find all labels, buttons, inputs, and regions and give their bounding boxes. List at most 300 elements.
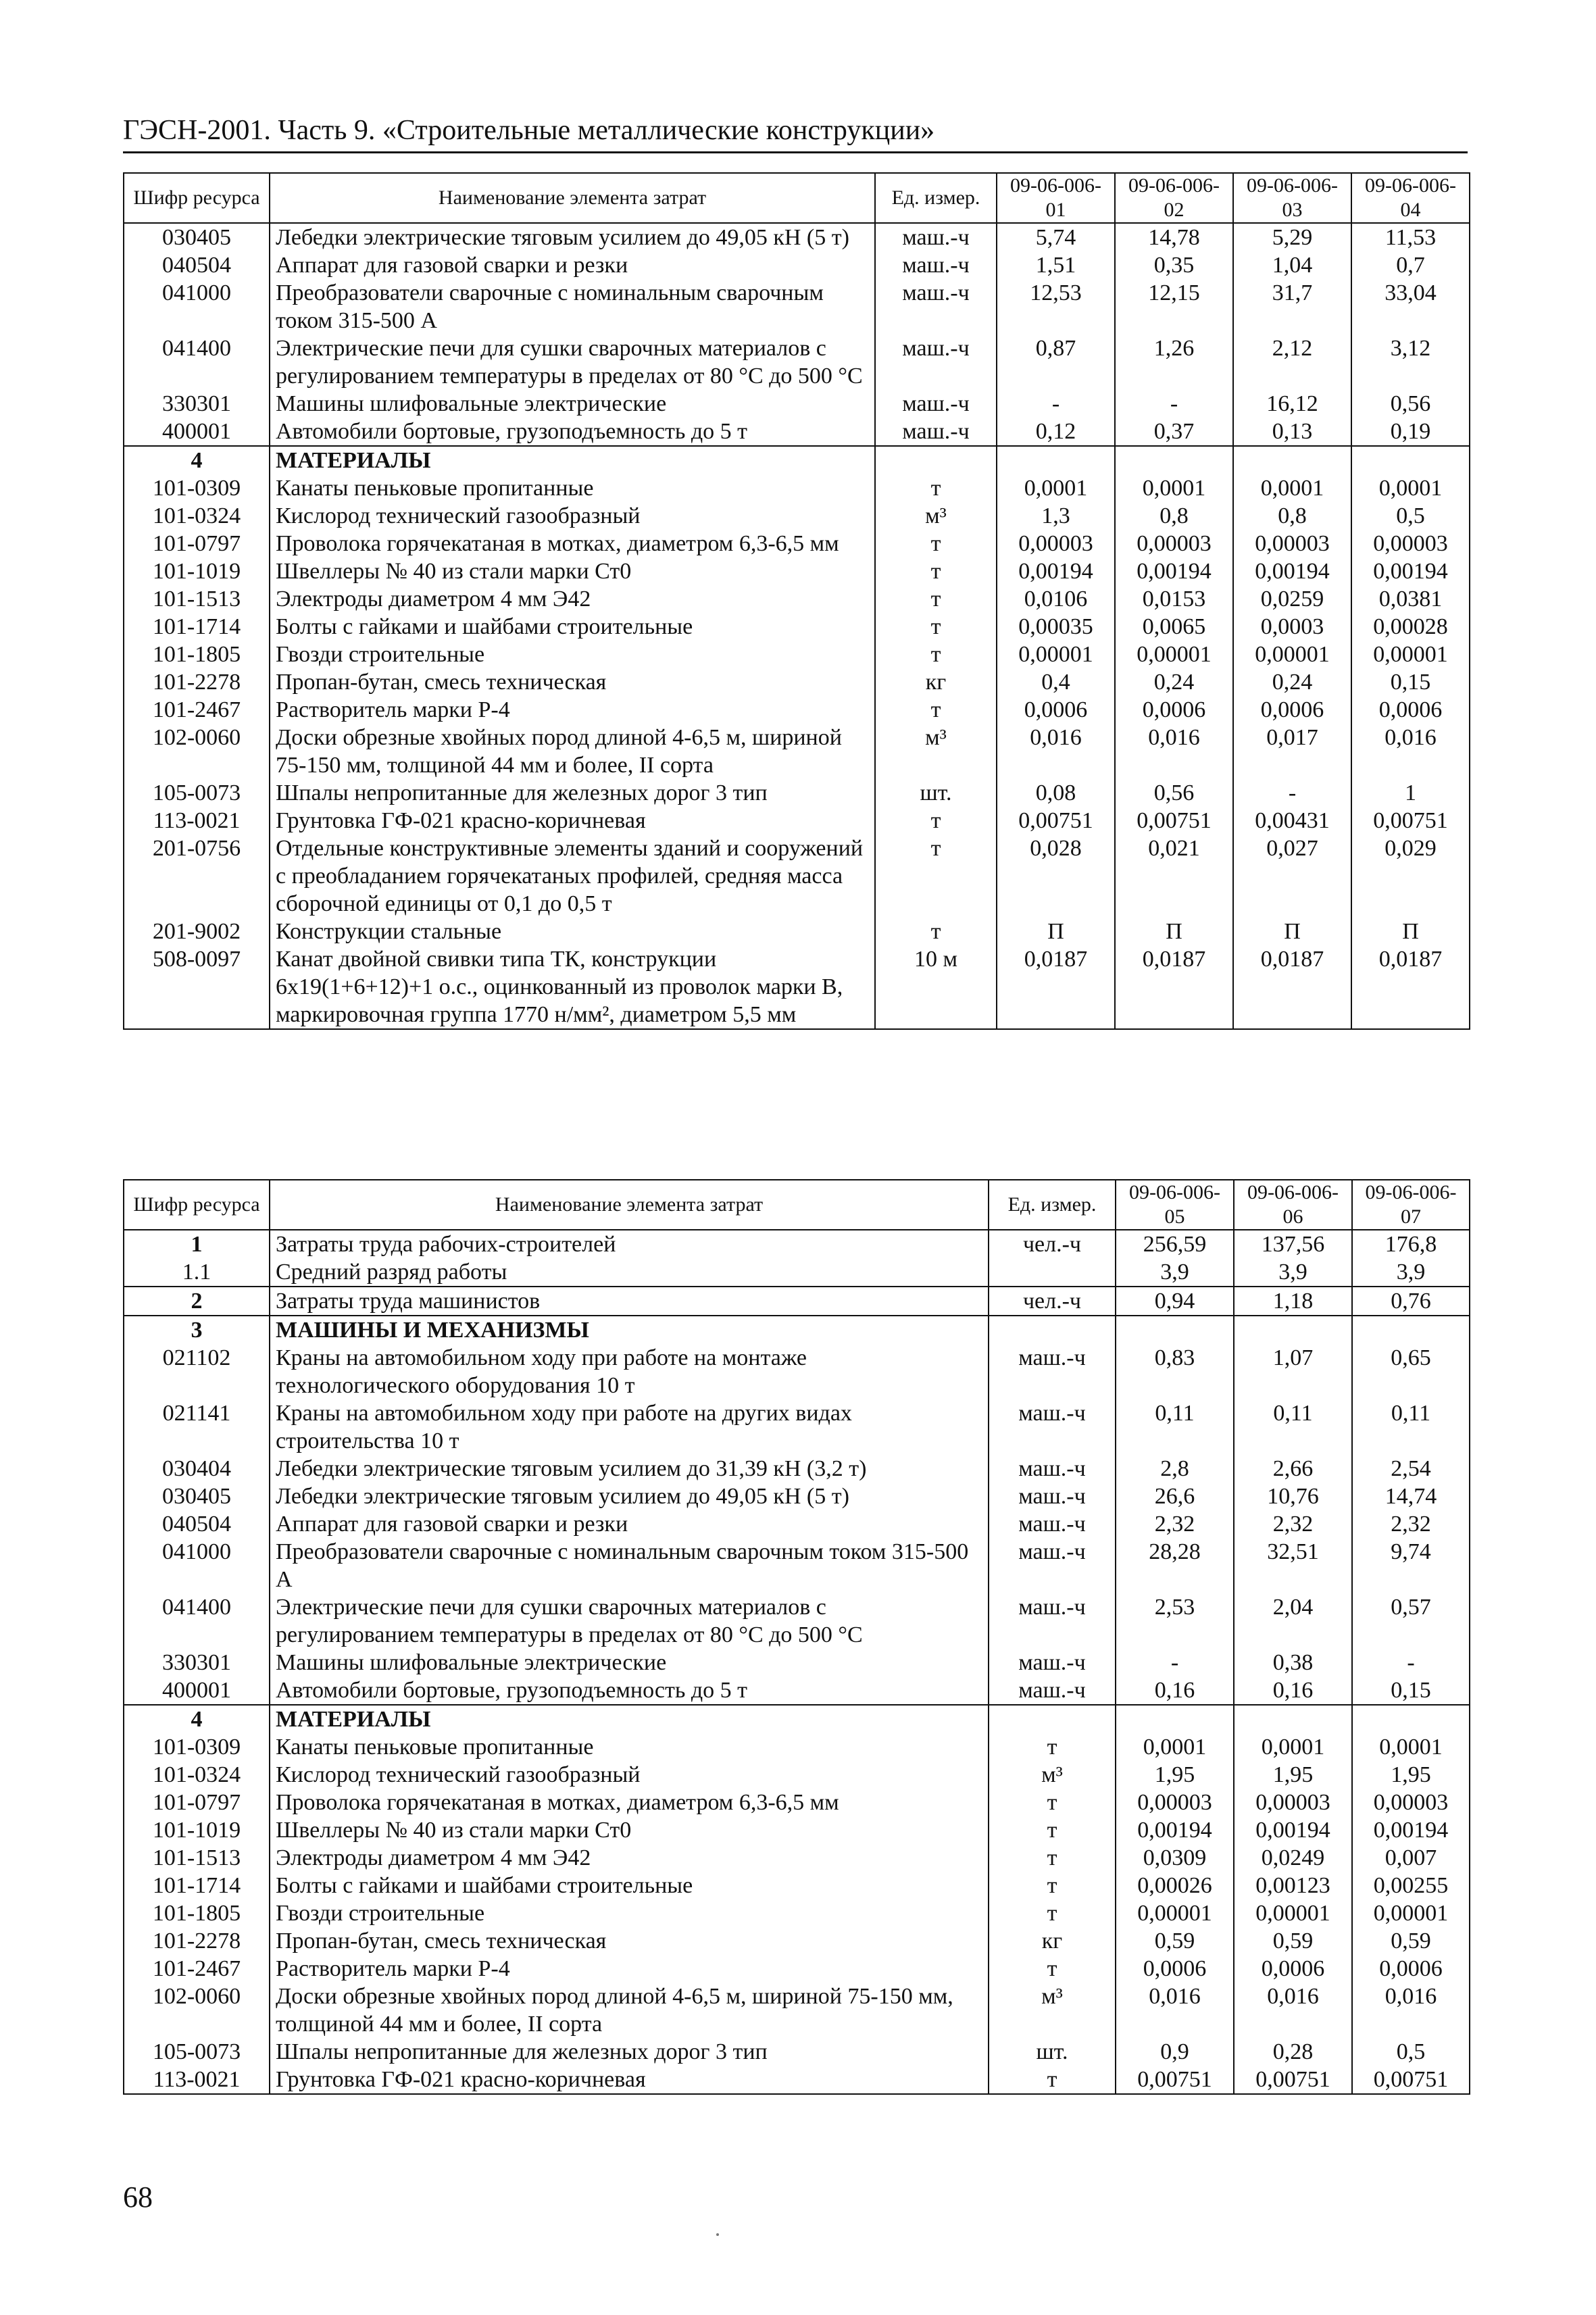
norm-value: 0,0006 bbox=[1115, 696, 1233, 724]
norm-value: 0,027 bbox=[1233, 835, 1351, 918]
norm-value: 2,53 bbox=[1116, 1593, 1234, 1649]
norm-value: 0,38 bbox=[1234, 1649, 1352, 1676]
unit: т bbox=[989, 1789, 1116, 1816]
unit: т bbox=[989, 1872, 1116, 1899]
resource-name: Лебедки электрические тяговым усилием до 31,39 кН (3,2 т) bbox=[270, 1455, 989, 1483]
resource-code: 400001 bbox=[124, 1676, 270, 1705]
norm-value: 0,35 bbox=[1115, 251, 1233, 279]
norm-value: 0,00751 bbox=[1116, 2066, 1234, 2094]
norm-value: 0,017 bbox=[1233, 724, 1351, 779]
norm-value: 0,00001 bbox=[1351, 641, 1470, 668]
table-row bbox=[124, 945, 1470, 1029]
column-header: 09-06-006-03 bbox=[1233, 173, 1351, 223]
resource-name: Краны на автомобильном ходу при работе на монтаже технологического оборудования 10 т bbox=[270, 1344, 989, 1399]
unit: маш.-ч bbox=[875, 251, 997, 279]
resource-code: 030405 bbox=[124, 1483, 270, 1510]
unit: маш.-ч bbox=[875, 390, 997, 418]
resource-code: 2 bbox=[124, 1287, 270, 1316]
resource-name: Гвозди строительные bbox=[270, 641, 875, 668]
resource-name: Проволока горячекатаная в мотках, диаметром 6,3-6,5 мм bbox=[270, 1789, 989, 1816]
resource-code: 041400 bbox=[124, 334, 270, 390]
norm-value: 0,56 bbox=[1115, 779, 1233, 807]
norm-value bbox=[1233, 446, 1351, 474]
unit: м³ bbox=[875, 502, 997, 530]
norm-value: 14,78 bbox=[1115, 223, 1233, 251]
norm-value: 2,12 bbox=[1233, 334, 1351, 390]
norm-value: 0,021 bbox=[1115, 835, 1233, 918]
unit: м³ bbox=[989, 1761, 1116, 1789]
resource-name: Преобразователи сварочные с номинальным сварочным током 315-500 А bbox=[270, 279, 875, 334]
resource-code: 041000 bbox=[124, 1538, 270, 1593]
norm-value: 0,0001 bbox=[1233, 474, 1351, 502]
norm-value: 0,016 bbox=[1115, 724, 1233, 779]
norm-value: 5,74 bbox=[997, 223, 1115, 251]
resource-name: Канаты пеньковые пропитанные bbox=[270, 1733, 989, 1761]
resource-name: Кислород технический газообразный bbox=[270, 1761, 989, 1789]
resource-name: Электрические печи для сушки сварочных материалов с регулированием температуры в пределах от 80 °С до 500 °С bbox=[270, 1593, 989, 1649]
table-row bbox=[124, 613, 1470, 641]
norm-value: 26,6 bbox=[1116, 1483, 1234, 1510]
norm-value: 0,0259 bbox=[1233, 585, 1351, 613]
table-row bbox=[124, 1761, 1470, 1789]
page-header: ГЭСН-2001. Часть 9. «Строительные металлические конструкции» bbox=[123, 114, 1468, 153]
norm-value: 0,0001 bbox=[1116, 1733, 1234, 1761]
norm-value: 0,00001 bbox=[997, 641, 1115, 668]
norm-value: 0,11 bbox=[1234, 1399, 1352, 1455]
resource-name: Электроды диаметром 4 мм Э42 bbox=[270, 1844, 989, 1872]
table-header-row bbox=[124, 173, 1470, 223]
norm-value: 0,00194 bbox=[1116, 1816, 1234, 1844]
norm-value: 0,0006 bbox=[1233, 696, 1351, 724]
norm-value: 2,32 bbox=[1352, 1510, 1470, 1538]
norm-value: 0,11 bbox=[1116, 1399, 1234, 1455]
column-header: 09-06-006-07 bbox=[1352, 1180, 1470, 1230]
column-header: 09-06-006-05 bbox=[1116, 1180, 1234, 1230]
unit: маш.-ч bbox=[875, 334, 997, 390]
resource-code: 113-0021 bbox=[124, 2066, 270, 2094]
unit: маш.-ч bbox=[989, 1455, 1116, 1483]
norm-value: 0,0187 bbox=[1115, 945, 1233, 1029]
unit: маш.-ч bbox=[989, 1399, 1116, 1455]
norm-value: 0,0249 bbox=[1234, 1844, 1352, 1872]
table-row bbox=[124, 1483, 1470, 1510]
resource-name: Кислород технический газообразный bbox=[270, 502, 875, 530]
resource-name: Растворитель марки Р-4 bbox=[270, 1955, 989, 1983]
resource-name: Конструкции стальные bbox=[270, 918, 875, 945]
table-row bbox=[124, 1816, 1470, 1844]
norm-value: 0,00001 bbox=[1352, 1899, 1470, 1927]
table-row bbox=[124, 1899, 1470, 1927]
norm-value: 0,00001 bbox=[1115, 641, 1233, 668]
table-header-row bbox=[124, 1180, 1470, 1230]
resource-name: Электроды диаметром 4 мм Э42 bbox=[270, 585, 875, 613]
table-row bbox=[124, 779, 1470, 807]
norm-value: П bbox=[1233, 918, 1351, 945]
resource-name: Автомобили бортовые, грузоподъемность до 5 т bbox=[270, 418, 875, 446]
norm-value: П bbox=[1115, 918, 1233, 945]
norm-value: 1,95 bbox=[1234, 1761, 1352, 1789]
resource-code: 400001 bbox=[124, 418, 270, 446]
norm-value: 0,00001 bbox=[1233, 641, 1351, 668]
norm-value: 0,029 bbox=[1351, 835, 1470, 918]
norm-value: 0,28 bbox=[1234, 2038, 1352, 2066]
norm-value: 0,00003 bbox=[1352, 1789, 1470, 1816]
page-number: 68 bbox=[123, 2181, 153, 2214]
norm-value: 28,28 bbox=[1116, 1538, 1234, 1593]
norm-value: 0,15 bbox=[1351, 668, 1470, 696]
table-row bbox=[124, 696, 1470, 724]
table-row bbox=[124, 1676, 1470, 1705]
resource-code: 041000 bbox=[124, 279, 270, 334]
norm-value: 176,8 bbox=[1352, 1230, 1470, 1258]
resource-code: 101-1805 bbox=[124, 1899, 270, 1927]
norm-value: 0,11 bbox=[1352, 1399, 1470, 1455]
norm-value: 0,00751 bbox=[1352, 2066, 1470, 2094]
norm-value: 2,54 bbox=[1352, 1455, 1470, 1483]
norm-value: 32,51 bbox=[1234, 1538, 1352, 1593]
resource-code: 102-0060 bbox=[124, 1983, 270, 2038]
norm-value bbox=[1234, 1705, 1352, 1733]
unit: т bbox=[989, 1955, 1116, 1983]
unit: т bbox=[875, 641, 997, 668]
unit: кг bbox=[875, 668, 997, 696]
norm-value: 2,66 bbox=[1234, 1455, 1352, 1483]
norm-value: 0,16 bbox=[1116, 1676, 1234, 1705]
resource-name: Грунтовка ГФ-021 красно-коричневая bbox=[270, 807, 875, 835]
norm-value: 12,15 bbox=[1115, 279, 1233, 334]
norm-value: 0,00003 bbox=[1116, 1789, 1234, 1816]
norm-value: 0,0381 bbox=[1351, 585, 1470, 613]
norm-value: 0,016 bbox=[1116, 1983, 1234, 2038]
resource-code: 1 bbox=[124, 1230, 270, 1258]
unit: чел.-ч bbox=[989, 1230, 1116, 1258]
norm-value: 0,59 bbox=[1234, 1927, 1352, 1955]
norm-value: 0,0065 bbox=[1115, 613, 1233, 641]
norm-value: 3,12 bbox=[1351, 334, 1470, 390]
norm-value bbox=[1115, 446, 1233, 474]
resource-name: МАШИНЫ И МЕХАНИЗМЫ bbox=[270, 1316, 989, 1344]
norm-value: 1,95 bbox=[1352, 1761, 1470, 1789]
table-row bbox=[124, 334, 1470, 390]
norm-value: 0,00026 bbox=[1116, 1872, 1234, 1899]
unit: т bbox=[875, 557, 997, 585]
norm-value: 0,00751 bbox=[1234, 2066, 1352, 2094]
norm-value: 1 bbox=[1351, 779, 1470, 807]
resource-code: 101-1513 bbox=[124, 585, 270, 613]
norm-value bbox=[1234, 1316, 1352, 1344]
norm-value: 0,0006 bbox=[1116, 1955, 1234, 1983]
table-row bbox=[124, 2038, 1470, 2066]
norm-value: 0,8 bbox=[1233, 502, 1351, 530]
resource-name: Канат двойной свивки типа ТК, конструкции 6х19(1+6+12)+1 о.с., оцинкованный из проволок марки В, маркировочная группа 1770 н/мм², диаметром 5,5 мм bbox=[270, 945, 875, 1029]
table-row bbox=[124, 1230, 1470, 1258]
norm-value: 3,9 bbox=[1116, 1258, 1234, 1287]
resource-name: Машины шлифовальные электрические bbox=[270, 1649, 989, 1676]
resource-code: 040504 bbox=[124, 251, 270, 279]
unit: маш.-ч bbox=[989, 1593, 1116, 1649]
resource-name: Канаты пеньковые пропитанные bbox=[270, 474, 875, 502]
unit bbox=[989, 1258, 1116, 1287]
table-row bbox=[124, 1844, 1470, 1872]
norm-value: П bbox=[997, 918, 1115, 945]
resource-code: 330301 bbox=[124, 390, 270, 418]
norm-value: 0,16 bbox=[1234, 1676, 1352, 1705]
norm-value: 0,59 bbox=[1116, 1927, 1234, 1955]
resource-name: Шпалы непропитанные для железных дорог 3 тип bbox=[270, 779, 875, 807]
resource-name: Швеллеры № 40 из стали марки Ст0 bbox=[270, 1816, 989, 1844]
resource-name: Средний разряд работы bbox=[270, 1258, 989, 1287]
norm-value: 0,19 bbox=[1351, 418, 1470, 446]
resource-code: 101-1805 bbox=[124, 641, 270, 668]
norm-value: - bbox=[1352, 1649, 1470, 1676]
resource-table-2 bbox=[123, 1179, 1470, 2095]
norm-value bbox=[1116, 1316, 1234, 1344]
resource-name: Доски обрезные хвойных пород длиной 4-6,5 м, шириной 75-150 мм, толщиной 44 мм и более, II сорта bbox=[270, 724, 875, 779]
unit: т bbox=[875, 918, 997, 945]
unit: т bbox=[875, 835, 997, 918]
resource-name: Шпалы непропитанные для железных дорог 3 тип bbox=[270, 2038, 989, 2066]
resource-name: МАТЕРИАЛЫ bbox=[270, 446, 875, 474]
table-row bbox=[124, 279, 1470, 334]
norm-value: 2,32 bbox=[1234, 1510, 1352, 1538]
resource-name: Затраты труда машинистов bbox=[270, 1287, 989, 1316]
norm-value: 33,04 bbox=[1351, 279, 1470, 334]
resource-code: 101-0324 bbox=[124, 1761, 270, 1789]
table-row bbox=[124, 390, 1470, 418]
unit: т bbox=[875, 807, 997, 835]
table-row bbox=[124, 1705, 1470, 1733]
norm-value: 0,0309 bbox=[1116, 1844, 1234, 1872]
resource-code: 1.1 bbox=[124, 1258, 270, 1287]
column-header: Ед. измер. bbox=[875, 173, 997, 223]
norm-value: 2,8 bbox=[1116, 1455, 1234, 1483]
norm-value: 0,4 bbox=[997, 668, 1115, 696]
norm-value: 16,12 bbox=[1233, 390, 1351, 418]
norm-value: 0,5 bbox=[1352, 2038, 1470, 2066]
table-row bbox=[124, 557, 1470, 585]
norm-value: 0,00035 bbox=[997, 613, 1115, 641]
resource-code: 021102 bbox=[124, 1344, 270, 1399]
norm-value: 0,0187 bbox=[1233, 945, 1351, 1029]
resource-code: 113-0021 bbox=[124, 807, 270, 835]
unit: чел.-ч bbox=[989, 1287, 1116, 1316]
norm-value: 0,15 bbox=[1352, 1676, 1470, 1705]
table-row bbox=[124, 1510, 1470, 1538]
resource-name: Грунтовка ГФ-021 красно-коричневая bbox=[270, 2066, 989, 2094]
norm-value: 0,016 bbox=[997, 724, 1115, 779]
norm-value: 1,51 bbox=[997, 251, 1115, 279]
norm-value: 0,65 bbox=[1352, 1344, 1470, 1399]
norm-value: 0,7 bbox=[1351, 251, 1470, 279]
norm-value bbox=[1352, 1705, 1470, 1733]
norm-value: 0,76 bbox=[1352, 1287, 1470, 1316]
unit: кг bbox=[989, 1927, 1116, 1955]
norm-value: 0,24 bbox=[1115, 668, 1233, 696]
unit bbox=[989, 1705, 1116, 1733]
norm-value: 0,016 bbox=[1351, 724, 1470, 779]
norm-value: 14,74 bbox=[1352, 1483, 1470, 1510]
table-row bbox=[124, 1399, 1470, 1455]
norm-value: 0,028 bbox=[997, 835, 1115, 918]
norm-value: 0,0006 bbox=[1352, 1955, 1470, 1983]
norm-value: 0,0006 bbox=[1234, 1955, 1352, 1983]
norm-value: 0,00028 bbox=[1351, 613, 1470, 641]
column-header: Шифр ресурса bbox=[124, 173, 270, 223]
norm-value: 11,53 bbox=[1351, 223, 1470, 251]
norm-value: 0,0187 bbox=[997, 945, 1115, 1029]
unit: т bbox=[989, 1844, 1116, 1872]
norm-value: 0,016 bbox=[1234, 1983, 1352, 2038]
norm-value: 31,7 bbox=[1233, 279, 1351, 334]
norm-value bbox=[997, 446, 1115, 474]
norm-value bbox=[1116, 1705, 1234, 1733]
norm-value: 256,59 bbox=[1116, 1230, 1234, 1258]
norm-value: 0,12 bbox=[997, 418, 1115, 446]
unit: маш.-ч bbox=[989, 1538, 1116, 1593]
resource-code: 101-0797 bbox=[124, 530, 270, 557]
column-header: 09-06-006-02 bbox=[1115, 173, 1233, 223]
resource-table-1 bbox=[123, 172, 1470, 1030]
table-row bbox=[124, 1733, 1470, 1761]
norm-value: - bbox=[997, 390, 1115, 418]
norm-value: 0,0001 bbox=[1115, 474, 1233, 502]
norm-value: 0,00751 bbox=[1351, 807, 1470, 835]
table-row bbox=[124, 251, 1470, 279]
resource-name: Машины шлифовальные электрические bbox=[270, 390, 875, 418]
norm-value: 0,87 bbox=[997, 334, 1115, 390]
unit: т bbox=[875, 530, 997, 557]
resource-code: 101-0309 bbox=[124, 474, 270, 502]
column-header: 09-06-006-06 bbox=[1234, 1180, 1352, 1230]
norm-value: 0,59 bbox=[1352, 1927, 1470, 1955]
unit: маш.-ч bbox=[875, 279, 997, 334]
unit: шт. bbox=[875, 779, 997, 807]
resource-name: Проволока горячекатаная в мотках, диаметром 6,3-6,5 мм bbox=[270, 530, 875, 557]
norm-value: 0,24 bbox=[1233, 668, 1351, 696]
resource-name: Швеллеры № 40 из стали марки Ст0 bbox=[270, 557, 875, 585]
resource-code: 101-0797 bbox=[124, 1789, 270, 1816]
norm-value: 10,76 bbox=[1234, 1483, 1352, 1510]
resource-name: Краны на автомобильном ходу при работе на других видах строительства 10 т bbox=[270, 1399, 989, 1455]
table-row bbox=[124, 1927, 1470, 1955]
norm-value: 0,0001 bbox=[1351, 474, 1470, 502]
table-row bbox=[124, 1287, 1470, 1316]
resource-code: 101-2278 bbox=[124, 1927, 270, 1955]
unit: 10 м bbox=[875, 945, 997, 1029]
norm-value: 0,00003 bbox=[997, 530, 1115, 557]
norm-value: 5,29 bbox=[1233, 223, 1351, 251]
resource-code: 102-0060 bbox=[124, 724, 270, 779]
resource-name: Автомобили бортовые, грузоподъемность до 5 т bbox=[270, 1676, 989, 1705]
norm-value: 0,00003 bbox=[1234, 1789, 1352, 1816]
unit: маш.-ч bbox=[989, 1344, 1116, 1399]
norm-value: 0,0006 bbox=[1351, 696, 1470, 724]
norm-value bbox=[1351, 446, 1470, 474]
unit: м³ bbox=[875, 724, 997, 779]
resource-code: 101-2467 bbox=[124, 696, 270, 724]
unit: м³ bbox=[989, 1983, 1116, 2038]
norm-value: 0,00194 bbox=[997, 557, 1115, 585]
column-header: 09-06-006-01 bbox=[997, 173, 1115, 223]
unit: т bbox=[989, 2066, 1116, 2094]
resource-code: 030404 bbox=[124, 1455, 270, 1483]
unit: маш.-ч bbox=[989, 1649, 1116, 1676]
resource-code: 105-0073 bbox=[124, 779, 270, 807]
table-row bbox=[124, 1649, 1470, 1676]
resource-name: Электрические печи для сушки сварочных материалов с регулированием температуры в пределах от 80 °С до 500 °С bbox=[270, 334, 875, 390]
resource-code: 101-1513 bbox=[124, 1844, 270, 1872]
resource-name: Преобразователи сварочные с номинальным сварочным током 315-500 А bbox=[270, 1538, 989, 1593]
norm-value: 0,00003 bbox=[1115, 530, 1233, 557]
table-row bbox=[124, 1455, 1470, 1483]
table-row bbox=[124, 835, 1470, 918]
resource-name: Отдельные конструктивные элементы зданий и сооружений с преобладанием горячекатаных профилей, средняя масса сборочной единицы от 0,1 до 0,5 т bbox=[270, 835, 875, 918]
resource-code: 101-1019 bbox=[124, 557, 270, 585]
resource-name: Лебедки электрические тяговым усилием до 49,05 кН (5 т) bbox=[270, 1483, 989, 1510]
unit: шт. bbox=[989, 2038, 1116, 2066]
table-row bbox=[124, 1316, 1470, 1344]
resource-name: Болты с гайками и шайбами строительные bbox=[270, 613, 875, 641]
norm-value: 0,94 bbox=[1116, 1287, 1234, 1316]
resource-code: 101-0324 bbox=[124, 502, 270, 530]
norm-value: 0,9 bbox=[1116, 2038, 1234, 2066]
norm-value: 0,0187 bbox=[1351, 945, 1470, 1029]
norm-value: 0,0001 bbox=[1352, 1733, 1470, 1761]
table-row bbox=[124, 585, 1470, 613]
table-row bbox=[124, 502, 1470, 530]
norm-value: 1,07 bbox=[1234, 1344, 1352, 1399]
table-row bbox=[124, 418, 1470, 446]
resource-name: Пропан-бутан, смесь техническая bbox=[270, 668, 875, 696]
unit: т bbox=[989, 1899, 1116, 1927]
norm-value: 0,0001 bbox=[997, 474, 1115, 502]
table-row bbox=[124, 807, 1470, 835]
unit: маш.-ч bbox=[875, 418, 997, 446]
resource-code: 330301 bbox=[124, 1649, 270, 1676]
resource-name: Затраты труда рабочих-строителей bbox=[270, 1230, 989, 1258]
table-row bbox=[124, 2066, 1470, 2094]
norm-value: 0,016 bbox=[1352, 1983, 1470, 2038]
norm-value: 0,00194 bbox=[1115, 557, 1233, 585]
table-row bbox=[124, 446, 1470, 474]
norm-value bbox=[1352, 1316, 1470, 1344]
table-row bbox=[124, 1538, 1470, 1593]
table-row bbox=[124, 918, 1470, 945]
unit: т bbox=[989, 1733, 1116, 1761]
norm-value: - bbox=[1115, 390, 1233, 418]
column-header: Наименование элемента затрат bbox=[270, 1180, 989, 1230]
norm-value: 0,00431 bbox=[1233, 807, 1351, 835]
column-header: Шифр ресурса bbox=[124, 1180, 270, 1230]
norm-value: 1,18 bbox=[1234, 1287, 1352, 1316]
unit: маш.-ч bbox=[989, 1483, 1116, 1510]
resource-code: 4 bbox=[124, 446, 270, 474]
resource-code: 101-2278 bbox=[124, 668, 270, 696]
resource-name: Пропан-бутан, смесь техническая bbox=[270, 1927, 989, 1955]
table-row bbox=[124, 1789, 1470, 1816]
norm-value: 0,0003 bbox=[1233, 613, 1351, 641]
norm-value: 0,00194 bbox=[1352, 1816, 1470, 1844]
table-row bbox=[124, 223, 1470, 251]
norm-value: 1,95 bbox=[1116, 1761, 1234, 1789]
norm-value: 0,00255 bbox=[1352, 1872, 1470, 1899]
resource-code: 021141 bbox=[124, 1399, 270, 1455]
norm-value: 0,08 bbox=[997, 779, 1115, 807]
table-row bbox=[124, 1593, 1470, 1649]
norm-value: 0,00001 bbox=[1234, 1899, 1352, 1927]
norm-value: 3,9 bbox=[1234, 1258, 1352, 1287]
resource-code: 101-0309 bbox=[124, 1733, 270, 1761]
